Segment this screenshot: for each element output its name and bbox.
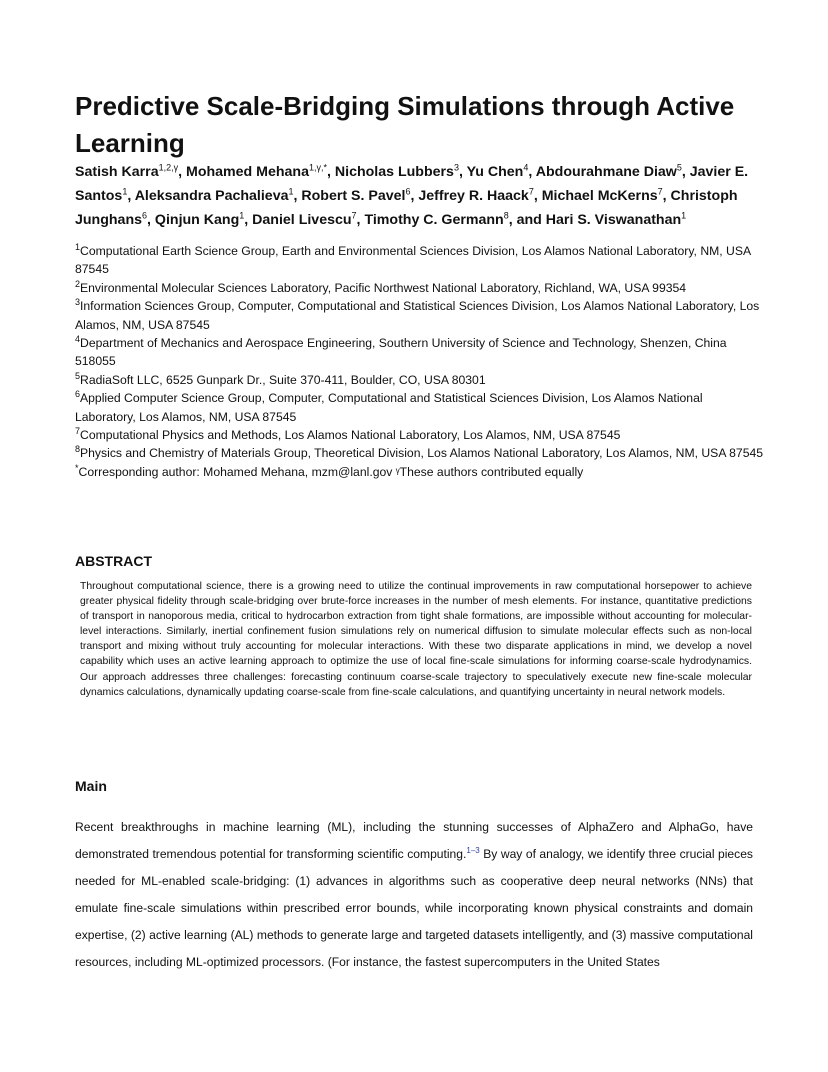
author-affiliation-marker: 6 — [142, 210, 148, 221]
author-affiliation-marker: 7 — [351, 210, 357, 221]
affiliation-item — [75, 279, 765, 297]
author-name: Hari S. Viswanathan — [545, 212, 682, 228]
abstract-text: Throughout computational science, there is a growing need to utilize the continual improvements in raw computational horsepower to achieve greater physical fidelity through scale-bridging over brute-force increases in the number of mesh elements. For instance, quantitative predictions of transport in nanoporous media, critical to hydrocarbon extraction from tight shale formations, are impossible without accounting for molecular-level interactions. Similarly, inertial confinement fusion simulations rely on numerical diffusion to simulate molecular effects such as non-local transport and mixing without truly accounting for molecular interactions. With these two disparate applications in mind, we develop a novel capability which uses an active learning approach to optimize the use of local fine-scale simulations for informing coarse-scale hydrodynamics. Our approach addresses three challenges: forecasting continuum coarse-scale trajectory to speculatively execute new fine-scale molecular dynamics calculations, dynamically updating coarse-scale from fine-scale calculations, and quantifying uncertainty in neural network models. — [80, 581, 752, 698]
author-name: Daniel Livescu — [252, 212, 352, 228]
author-name: Jeffrey R. Haack — [418, 188, 529, 204]
author-name: Yu Chen — [466, 164, 524, 180]
author-separator: , — [662, 188, 671, 204]
author-affiliation-marker: 1 — [288, 186, 294, 197]
affiliation-text: Department of Mechanics and Aerospace Engineering, Southern University of Science and Technology, Shenzen, China 518055 — [75, 336, 727, 369]
affiliation-text: Physics and Chemistry of Materials Group, Theoretical Division, Los Alamos National Laboratory, Los Alamos, NM, USA 87545 — [80, 446, 764, 461]
affiliation-marker: * — [75, 462, 79, 473]
author-separator: , and — [508, 212, 546, 228]
affiliation-item — [75, 371, 765, 389]
affiliation-text: RadiaSoft LLC, 6525 Gunpark Dr., Suite 370-411, Boulder, CO, USA 80301 — [80, 372, 486, 387]
author-name: Mohamed Mehana — [186, 164, 309, 180]
author-affiliation-marker: 1 — [239, 210, 245, 221]
affiliation-marker: 2 — [75, 278, 81, 289]
author-affiliation-marker: 4 — [523, 162, 529, 173]
affiliation-marker: 5 — [75, 370, 81, 381]
affiliation-text: Information Sciences Group, Computer, Computational and Statistical Sciences Division, Los Alamos National Laboratory, Los Alamos, NM, USA 87545 — [75, 299, 760, 332]
author-list — [75, 160, 765, 232]
author-affiliation-marker: 7 — [657, 186, 663, 197]
affiliation-text: Computational Physics and Methods, Los Alamos National Laboratory, Los Alamos, NM, USA 87545 — [80, 428, 621, 443]
author-name: Aleksandra Pachalieva — [134, 188, 289, 204]
author-affiliation-marker: 1 — [122, 186, 128, 197]
main-heading: Main — [75, 778, 107, 794]
affiliation-marker: 7 — [75, 426, 81, 436]
author-affiliation-marker: 1,γ,* — [308, 162, 327, 173]
author-affiliation-marker: 8 — [503, 210, 509, 221]
author-separator: , — [356, 212, 365, 228]
author-separator: , — [410, 188, 419, 204]
affiliation-item — [75, 444, 765, 462]
author-affiliation-marker: 7 — [528, 186, 534, 197]
author-name: Qinjun Kang — [154, 212, 240, 228]
author-separator: , — [147, 212, 155, 228]
affiliation-list — [75, 242, 765, 481]
author-separator: , — [178, 164, 186, 180]
affiliation-item — [75, 242, 765, 279]
author-name: Michael McKerns — [541, 188, 658, 204]
affiliation-item — [75, 426, 765, 444]
author-separator: , — [127, 188, 135, 204]
main-body-paragraph — [75, 814, 753, 976]
author-name: Nicholas Lubbers — [334, 164, 454, 180]
author-separator: , — [528, 164, 536, 180]
affiliation-item — [75, 463, 765, 481]
author-affiliation-marker: 5 — [676, 162, 682, 173]
affiliation-marker: 4 — [75, 333, 81, 344]
author-separator: , — [458, 164, 467, 180]
author-affiliation-marker: 3 — [453, 162, 459, 173]
affiliation-item — [75, 334, 765, 371]
affiliation-marker: 8 — [75, 444, 81, 455]
author-affiliation-marker: 1 — [681, 210, 687, 221]
affiliation-marker: 3 — [75, 297, 81, 308]
main-text-part-2: By way of analogy, we identify three crucial pieces needed for ML-enabled scale-bridging: (1) advances in algorithms such as cooperative deep neural networks (NNs) that emulate fine-scale simulations within prescribed error bounds, while incorporating known physical constraints and domain expertise, (2) active learning (AL) methods to generate large and targeted datasets intelligently, and (3) massive computational resources, including ML-optimized processors. (For instance, the fastest supercomputers in the United States — [75, 847, 753, 969]
author-name: Javier E. Santos — [75, 164, 749, 204]
affiliation-item — [75, 389, 765, 426]
main-text-part-1: Recent breakthroughs in machine learning (ML), including the stunning successes of AlphaZero and AlphaGo, have demonstrated tremendous potential for transforming scientific computing. — [75, 820, 753, 861]
author-separator: , — [533, 188, 542, 204]
abstract-heading: ABSTRACT — [75, 553, 152, 569]
citation-link[interactable]: 1–3 — [466, 845, 480, 855]
author-name: Christoph Junghans — [75, 188, 738, 228]
affiliation-text: Corresponding author: Mohamed Mehana, mzm@lanl.gov ᵞThese authors contributed equally — [78, 464, 584, 479]
author-name: Abdourahmane Diaw — [535, 164, 677, 180]
author-separator: , — [681, 164, 690, 180]
affiliation-text: Environmental Molecular Sciences Laboratory, Pacific Northwest National Laboratory, Richland, WA, USA 99354 — [80, 280, 687, 295]
author-name: Satish Karra — [75, 164, 159, 180]
author-separator: , — [244, 212, 253, 228]
author-name: Timothy C. Germann — [364, 212, 504, 228]
author-affiliation-marker: 6 — [405, 186, 411, 197]
affiliation-text: Computational Earth Science Group, Earth and Environmental Sciences Division, Los Alamos National Laboratory, NM, USA 87545 — [75, 244, 751, 277]
author-separator: , — [293, 188, 302, 204]
affiliation-text: Applied Computer Science Group, Computer, Computational and Statistical Sciences Division, Los Alamos National Laboratory, Los Alamos, NM, USA 87545 — [75, 391, 703, 424]
author-name: Robert S. Pavel — [301, 188, 406, 204]
affiliation-marker: 6 — [75, 389, 81, 400]
affiliation-item — [75, 297, 765, 334]
author-separator: , — [327, 164, 335, 180]
affiliation-marker: 1 — [75, 241, 81, 252]
paper-title: Predictive Scale-Bridging Simulations through Active Learning — [75, 91, 735, 158]
author-affiliation-marker: 1,2,γ — [158, 162, 179, 173]
